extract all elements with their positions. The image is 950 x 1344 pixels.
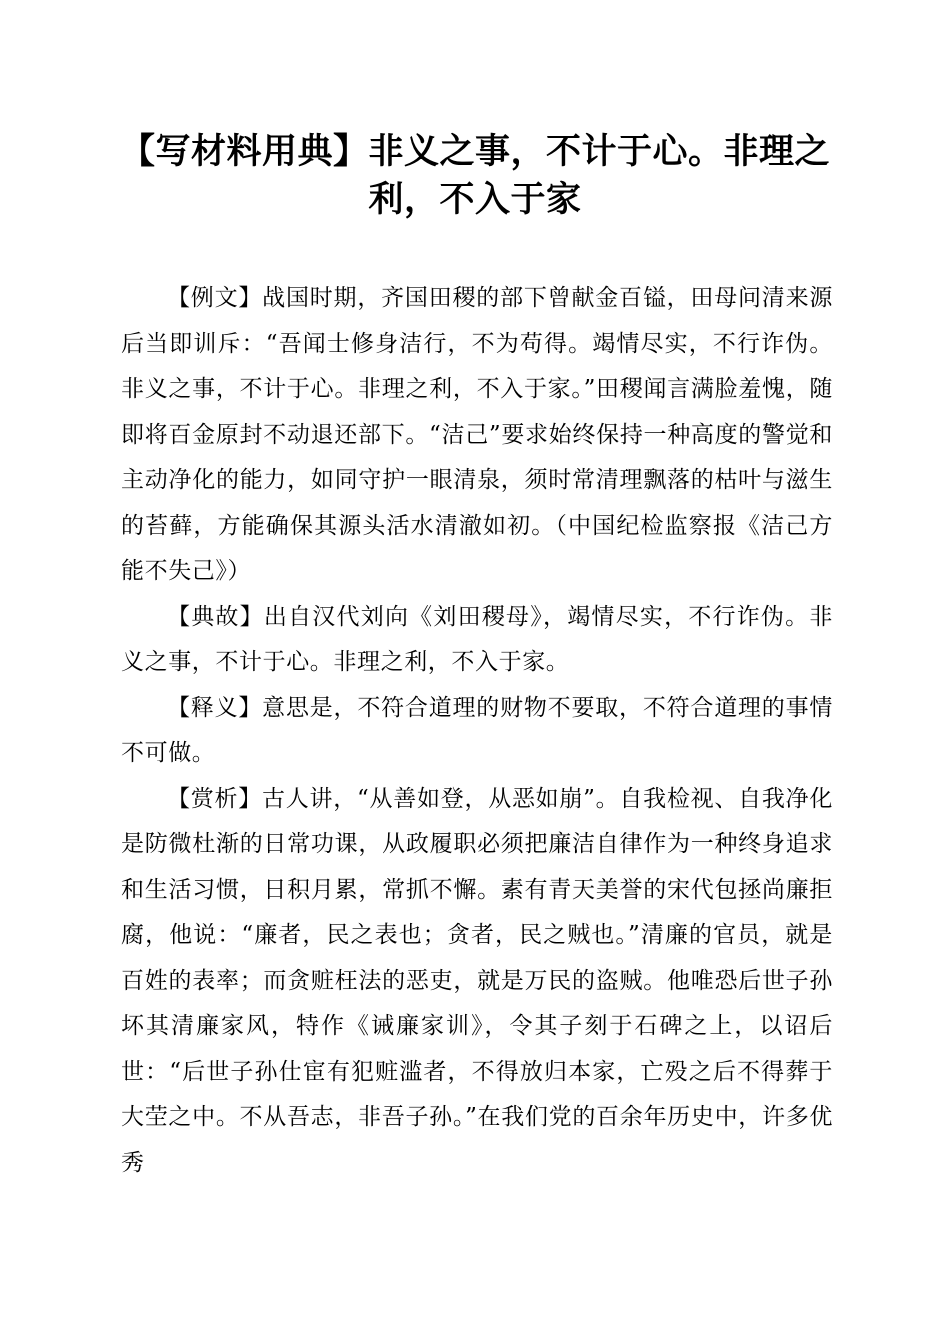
paragraph-text: 古人讲，“从善如登，从恶如崩”。自我检视、自我净化是防微杜渐的日常功课，从政履职必须把廉洁自律作为一种终身追求和生活习惯，日积月累，常抓不懈。素有青天美誉的宋代包拯尚廉拒腐，他说：“廉者，民之表也；贪者，民之贼也。”清廉的官员，就是百姓的表率；而贪赃枉法的恶吏，就是万民的盗贼。他唯恐后世子孙坏其清廉家风，特作《诫廉家训》，令其子刻于石碑之上，以诏后世：“后世子孙仕宦有犯赃滥者，不得放归本家，亡殁之后不得葬于大茔之中。不从吾志，非吾子孙。”在我们党的百余年历史中，许多优秀 [121,785,833,1176]
paragraph-analysis [121,777,833,1187]
paragraph-example [121,276,833,595]
paragraph-label: 【典故】 [167,603,264,630]
paragraph-text: 出自汉代刘向《刘田稷母》，竭情尽实，不行诈伪。非义之事，不计于心。非理之利，不入于家。 [121,603,833,675]
paragraph-label: 【例文】 [167,285,263,311]
paragraph-text: 意思是，不符合道理的财物不要取，不符合道理的事情不可做。 [121,694,833,766]
paragraph-label: 【赏析】 [167,785,262,812]
paragraph-text: 战国时期，齐国田稷的部下曾献金百镒，田母问清来源后当即训斥：“吾闻士修身洁行，不为苟得。竭情尽实，不行诈伪。非义之事，不计于心。非理之利，不入于家。”田稷闻言满脸羞愧，随即将百金原封不动退还部下。“洁己”要求始终保持一种高度的警觉和主动净化的能力，如同守护一眼清泉，须时常清理飘落的枯叶与滋生的苔藓，方能确保其源头活水清澈如初。（中国纪检监察报《洁己方能不失己》） [121,285,833,584]
document-title: 【写材料用典】非义之事，不计于心。非理之利，不入于家 [119,131,830,220]
paragraph-label: 【释义】 [167,694,263,721]
paragraph-meaning [121,686,833,777]
paragraph-allusion [121,595,833,686]
document-body [121,276,833,1186]
